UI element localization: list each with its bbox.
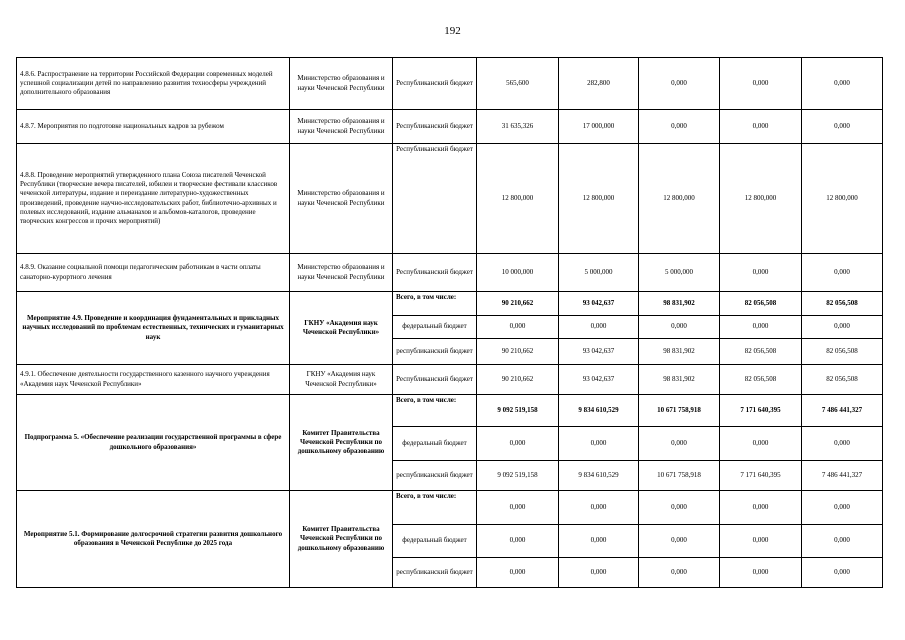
value-cell: 5 000,000 xyxy=(639,254,720,292)
table-row xyxy=(17,144,883,254)
value-cell: 0,000 xyxy=(802,427,883,461)
funding-source: федеральный бюджет xyxy=(393,316,477,339)
value-cell: 0,000 xyxy=(559,427,639,461)
value-cell: 0,000 xyxy=(720,110,802,144)
subprogram-name: Подпрограмма 5. «Обеспечение реализации государственной программы в сфере дошкольного образования» xyxy=(17,395,290,491)
activity-name: 4.8.6. Распространение на территории Российской Федерации современных моделей успешной социализации детей по направлению развития техносферы учреждений дополнительного образования xyxy=(17,58,290,110)
value-cell: 0,000 xyxy=(802,525,883,558)
value-cell: 0,000 xyxy=(720,558,802,588)
executor-cell: Комитет Правительства Чеченской Республики по дошкольному образованию xyxy=(290,491,393,588)
value-cell: 12 800,000 xyxy=(720,144,802,254)
value-cell: 7 486 441,327 xyxy=(802,395,883,427)
funding-source: Республиканский бюджет xyxy=(393,365,477,395)
table-row xyxy=(17,254,883,292)
value-cell: 0,000 xyxy=(639,316,720,339)
value-cell: 0,000 xyxy=(802,491,883,525)
value-cell: 12 800,000 xyxy=(559,144,639,254)
value-cell: 82 056,508 xyxy=(720,292,802,316)
value-cell: 82 056,508 xyxy=(802,339,883,365)
table-row xyxy=(17,395,883,427)
value-cell: 565,600 xyxy=(477,58,559,110)
value-cell: 9 092 519,158 xyxy=(477,461,559,491)
value-cell: 0,000 xyxy=(720,316,802,339)
value-cell: 9 834 610,529 xyxy=(559,461,639,491)
value-cell: 82 056,508 xyxy=(720,339,802,365)
value-cell: 90 210,662 xyxy=(477,339,559,365)
value-cell: 10 000,000 xyxy=(477,254,559,292)
value-cell: 0,000 xyxy=(559,491,639,525)
funding-source-total: Всего, в том числе: xyxy=(393,292,477,316)
value-cell: 0,000 xyxy=(639,427,720,461)
value-cell: 9 092 519,158 xyxy=(477,395,559,427)
value-cell: 12 800,000 xyxy=(639,144,720,254)
funding-source: республиканский бюджет xyxy=(393,461,477,491)
value-cell: 0,000 xyxy=(559,558,639,588)
table-row xyxy=(17,491,883,525)
funding-source: республиканский бюджет xyxy=(393,339,477,365)
value-cell: 0,000 xyxy=(639,58,720,110)
activity-name: Мероприятие 4.9. Проведение и координация фундаментальных и прикладных научных исследований по проблемам естественных, технических и гуманитарных наук xyxy=(17,292,290,365)
value-cell: 0,000 xyxy=(802,316,883,339)
table-row xyxy=(17,365,883,395)
activity-name: 4.8.8. Проведение мероприятий утвержденного плана Союза писателей Чеченской Республики (творческие вечера писателей, юбилеи и творческие фестивали классиков чеченской литературы, издание и переиздание литературно-художественных произведений, проведение научно-исследовательских работ, библиотечно-архивных и полевых исследований, издание альманахов и альбомов-каталогов, проведение творческих конгрессов и прочих мероприятий) xyxy=(17,144,290,254)
value-cell: 82 056,508 xyxy=(720,365,802,395)
page-number: 192 xyxy=(444,25,461,37)
value-cell: 17 000,000 xyxy=(559,110,639,144)
value-cell: 93 042,637 xyxy=(559,339,639,365)
value-cell: 7 486 441,327 xyxy=(802,461,883,491)
value-cell: 7 171 640,395 xyxy=(720,461,802,491)
executor-cell: Комитет Правительства Чеченской Республики по дошкольному образованию xyxy=(290,395,393,491)
value-cell: 0,000 xyxy=(477,427,559,461)
value-cell: 31 635,326 xyxy=(477,110,559,144)
value-cell: 0,000 xyxy=(477,316,559,339)
value-cell: 0,000 xyxy=(477,558,559,588)
value-cell: 0,000 xyxy=(802,558,883,588)
value-cell: 90 210,662 xyxy=(477,292,559,316)
funding-source-total: Всего, в том числе: xyxy=(393,395,477,427)
value-cell: 82 056,508 xyxy=(802,292,883,316)
value-cell: 0,000 xyxy=(720,427,802,461)
table-row xyxy=(17,292,883,316)
value-cell: 10 671 758,918 xyxy=(639,395,720,427)
activity-name: 4.9.1. Обеспечение деятельности государственного казенного научного учреждения «Академия наук Чеченской Республики» xyxy=(17,365,290,395)
value-cell: 0,000 xyxy=(559,525,639,558)
activity-name: 4.8.9. Оказание социальной помощи педагогическим работникам в части оплаты санаторно-курортного лечения xyxy=(17,254,290,292)
value-cell: 0,000 xyxy=(639,491,720,525)
value-cell: 98 831,902 xyxy=(639,292,720,316)
value-cell: 98 831,902 xyxy=(639,339,720,365)
funding-source: федеральный бюджет xyxy=(393,427,477,461)
table-row xyxy=(17,110,883,144)
value-cell: 0,000 xyxy=(802,110,883,144)
value-cell: 0,000 xyxy=(802,58,883,110)
value-cell: 0,000 xyxy=(639,525,720,558)
value-cell: 12 800,000 xyxy=(802,144,883,254)
value-cell: 98 831,902 xyxy=(639,365,720,395)
value-cell: 0,000 xyxy=(559,316,639,339)
funding-source: федеральный бюджет xyxy=(393,525,477,558)
value-cell: 10 671 758,918 xyxy=(639,461,720,491)
activity-name: 4.8.7. Мероприятия по подготовке национальных кадров за рубежом xyxy=(17,110,290,144)
activity-name: Мероприятие 5.1. Формирование долгосрочной стратегии развития дошкольного образования в Чеченской Республике до 2025 года xyxy=(17,491,290,588)
value-cell: 90 210,662 xyxy=(477,365,559,395)
funding-source: Республиканский бюджет xyxy=(393,110,477,144)
executor-cell: Министерство образования и науки Чеченской Республики xyxy=(290,144,393,254)
value-cell: 282,800 xyxy=(559,58,639,110)
budget-table xyxy=(16,57,883,588)
value-cell: 0,000 xyxy=(639,558,720,588)
value-cell: 93 042,637 xyxy=(559,292,639,316)
funding-source: Республиканский бюджет xyxy=(393,144,477,254)
funding-source-total: Всего, в том числе: xyxy=(393,491,477,525)
value-cell: 0,000 xyxy=(720,58,802,110)
value-cell: 82 056,508 xyxy=(802,365,883,395)
value-cell: 0,000 xyxy=(720,525,802,558)
table-row xyxy=(17,58,883,110)
funding-source: Республиканский бюджет xyxy=(393,58,477,110)
executor-cell: ГКНУ «Академия наук Чеченской Республики» xyxy=(290,292,393,365)
value-cell: 9 834 610,529 xyxy=(559,395,639,427)
executor-cell: Министерство образования и науки Чеченской Республики xyxy=(290,254,393,292)
value-cell: 0,000 xyxy=(802,254,883,292)
executor-cell: ГКНУ «Академия наук Чеченской Республики» xyxy=(290,365,393,395)
value-cell: 0,000 xyxy=(477,525,559,558)
executor-cell: Министерство образования и науки Чеченской Республики xyxy=(290,110,393,144)
value-cell: 5 000,000 xyxy=(559,254,639,292)
funding-source: Республиканский бюджет xyxy=(393,254,477,292)
value-cell: 0,000 xyxy=(639,110,720,144)
value-cell: 0,000 xyxy=(720,491,802,525)
value-cell: 0,000 xyxy=(720,254,802,292)
funding-source: республиканский бюджет xyxy=(393,558,477,588)
executor-cell: Министерство образования и науки Чеченской Республики xyxy=(290,58,393,110)
value-cell: 0,000 xyxy=(477,491,559,525)
value-cell: 7 171 640,395 xyxy=(720,395,802,427)
value-cell: 12 800,000 xyxy=(477,144,559,254)
value-cell: 93 042,637 xyxy=(559,365,639,395)
